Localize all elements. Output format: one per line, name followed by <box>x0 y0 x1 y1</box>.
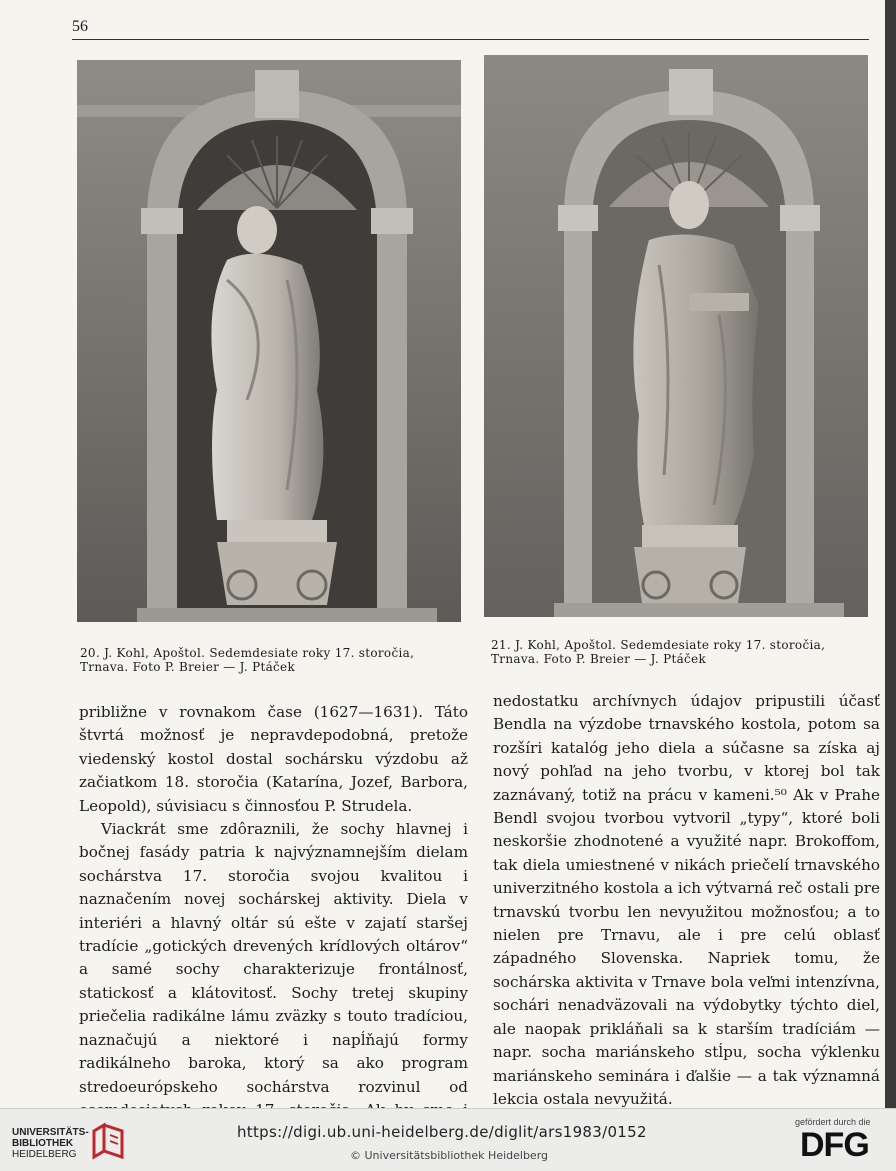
caption-20-line1: 20. J. Kohl, Apoštol. Sedemdesiate roky 17. storočia, <box>80 646 415 660</box>
uni-line-3: HEIDELBERG <box>12 1149 77 1160</box>
figure-caption-21 <box>491 638 881 666</box>
text-column-left <box>79 701 468 1146</box>
left-paragraph-2: Viackrát sme zdôraznili, že sochy hlavnej i bočnej fasády patria k najvýznamnejším dielam sochárstva 17. storočia svojou kvalitou i naznačením novej sochárskej aktivity. Diela v interiéri a hlavný oltár sú ešte v zajatí staršej tradície „gotických drevených krídlových oltárov“ a samé sochy charakterizuje frontálnosť, statickosť a klátovitosť. Sochy tretej skupiny priečelia radikálne lámu zväzky s touto tradíciou, naznačujú a niektoré i napĺňajú formy radikálneho baroka, ktorý sa ako program stredoeurópskeho sochárstva rozvinul od <box>79 820 468 1096</box>
text-column-right <box>493 690 880 1111</box>
caption-20-line2: Trnava. Foto P. Breier — J. Ptáček <box>80 660 296 674</box>
dfg-logo[interactable]: DFG <box>800 1126 869 1164</box>
caption-21-line1: 21. J. Kohl, Apoštol. Sedemdesiate roky 17. storočia, <box>491 638 826 652</box>
footer-bar <box>0 1108 896 1171</box>
caption-21-line2: Trnava. Foto P. Breier — J. Ptáček <box>491 652 707 666</box>
statue-photo-21 <box>484 55 868 617</box>
page-number: 56 <box>72 18 88 35</box>
header-rule <box>72 39 869 40</box>
statue-photo-20 <box>77 60 461 622</box>
figure-caption-20 <box>80 646 470 674</box>
left-paragraph-1: približne v rovnakom čase (1627—1631). Táto štvrtá možnosť je nepravdepodobná, pretože viedenský kostol dostal sochársku výzdobu až začiatkom 18. storočia (Katarína, Jozef, Barbora, Leopold), súvisiacu s činnosťou P. Strudela. <box>79 703 468 815</box>
uni-line-1: UNIVERSITÄTS- <box>12 1127 89 1138</box>
right-paragraph-1: nedostatku archívnych údajov pripustili účasť Bendla na výzdobe trnavského kostola, potom sa rozšíri katalóg jeho diela a súčasne sa získa aj nový pohľad na jeho tvorbu, v ktorej bol tak zaznávaný, totiž na prácu v kameni.⁵⁰ Ak v Prahe Bendl svojou tvorbou vytvoril „typy“, ktoré boli neskoršie zhodnotené a využité napr. Brokoffom, tak diela umiestnené v nikách priečelí trnavského univerzitného kostola a ich výtvarná reč ostali pre trnavskú tvorbu len nevyužitou možnosťou; a to nielen pre Trnavu, ale i pre celú oblasť západného Slovenska. Napriek tomu, že sochárska aktivita v Trnave bola veľmi intenzívna, sochári nenadväzovali na výdobytky týchto diel, ale naopak prikláňali sa k starším tradíciám — napr. socha mariánskeho stĺpu, socha výklenku mariánskeho seminára i ďalšie — a tak významná lekcia ostala nevyužitá. <box>493 692 880 1108</box>
university-library-logo-icon[interactable] <box>90 1121 126 1161</box>
source-url-link[interactable]: https://digi.ub.uni-heidelberg.de/diglit/ars1983/0152 <box>237 1123 647 1141</box>
scan-edge-bar <box>885 0 896 1108</box>
funded-by-text: gefördert durch die <box>795 1117 871 1127</box>
uni-line-2: BIBLIOTHEK <box>12 1138 74 1149</box>
copyright-text: © Universitätsbibliothek Heidelberg <box>350 1149 549 1162</box>
university-library-logo-text[interactable] <box>12 1127 89 1160</box>
